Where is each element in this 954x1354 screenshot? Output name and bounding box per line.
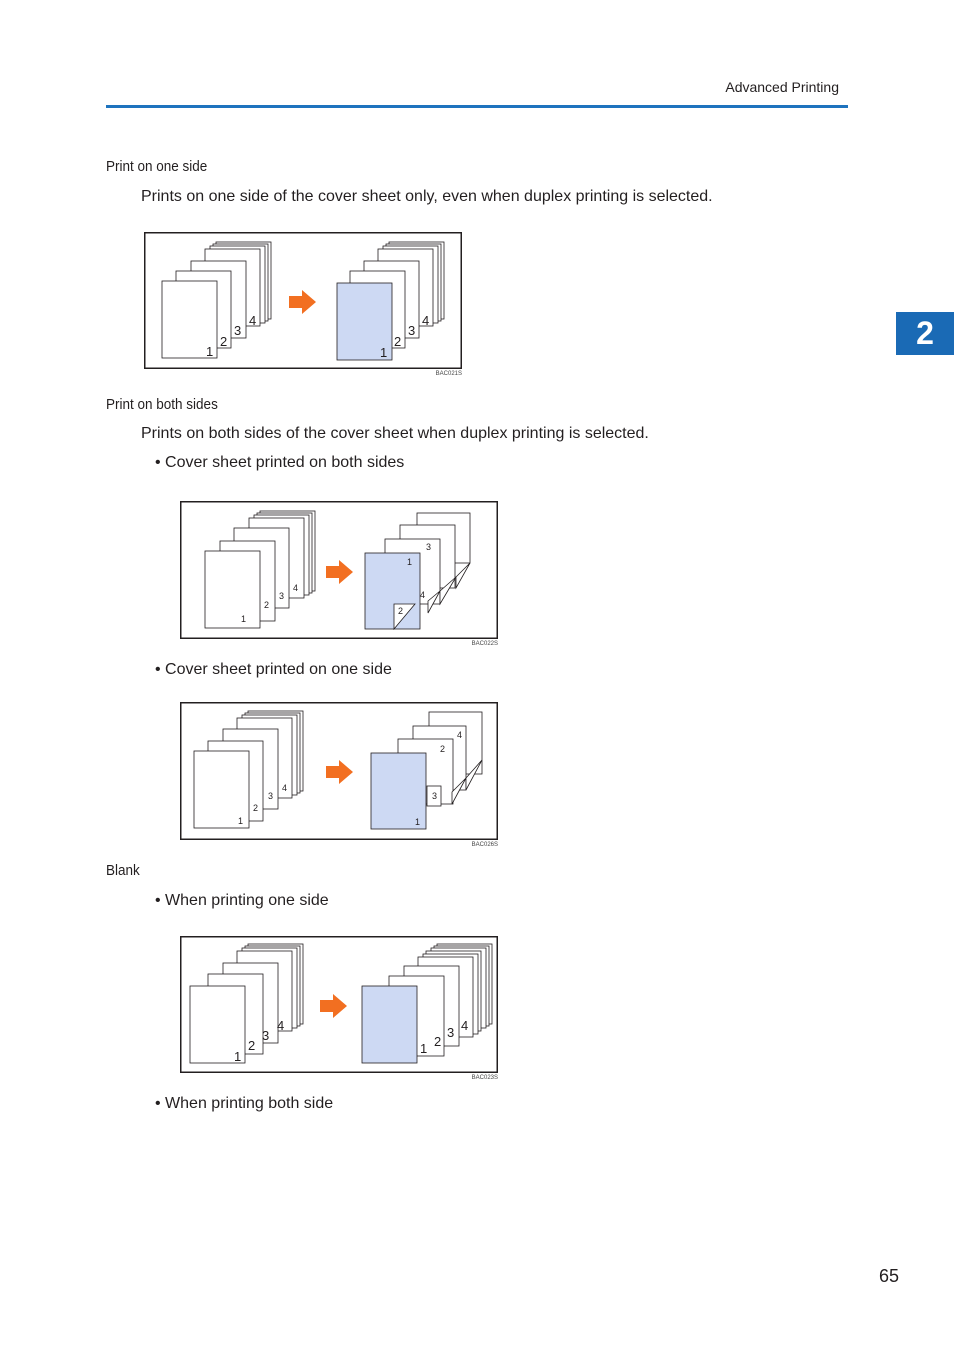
page-label: 2 (394, 334, 402, 349)
page-label: 2 (248, 1038, 256, 1053)
bullet-printing-both-side: • When printing both side (155, 1095, 334, 1112)
page-label: 3 (279, 591, 285, 601)
page-label: 4 (461, 1018, 469, 1033)
page-label: 3 (408, 323, 416, 338)
page-label: 4 (249, 313, 257, 328)
section-heading-both-sides: Print on both sides (106, 396, 218, 413)
page-label: 4 (277, 1018, 285, 1033)
figure-cover-one-side (180, 702, 498, 848)
bullet-cover-both-sides: • Cover sheet printed on both sides (155, 454, 405, 471)
page-label: 4 (293, 583, 299, 593)
page-label: 1 (380, 345, 388, 360)
page-label: 1 (415, 817, 421, 827)
chapter-tab[interactable]: 2 (896, 312, 954, 355)
page-label: 1 (407, 557, 413, 567)
page-label: 3 (268, 791, 274, 801)
page-label: 1 (206, 344, 214, 359)
page-label: 1 (241, 614, 247, 624)
figure-blank-one-side (180, 936, 498, 1081)
page-label: 4 (420, 590, 426, 600)
figure-code: BAC026S (471, 842, 498, 848)
header-title: Advanced Printing (725, 79, 839, 95)
bullet-printing-one-side: • When printing one side (155, 892, 329, 909)
figure-code: BAC023S (471, 1075, 498, 1081)
page-label: 4 (282, 783, 288, 793)
page-label: 1 (234, 1049, 242, 1064)
page-label: 2 (398, 606, 404, 616)
page-label: 3 (262, 1028, 270, 1043)
section-heading-one-side: Print on one side (106, 158, 208, 175)
header-rule (106, 105, 848, 108)
page-label: 4 (422, 313, 430, 328)
both-sides-description: Prints on both sides of the cover sheet when duplex printing is selected. (141, 425, 649, 442)
one-side-description: Prints on one side of the cover sheet only, even when duplex printing is selected. (141, 188, 713, 205)
page-label: 1 (420, 1041, 428, 1056)
page-label: 3 (432, 791, 438, 801)
figure-code: BAC022S (471, 641, 498, 647)
page-label: 2 (264, 600, 270, 610)
figure-cover-both-sides (180, 501, 498, 647)
page-label: 1 (238, 816, 244, 826)
page-label: 2 (220, 334, 228, 349)
page-number: 65 (879, 1266, 900, 1286)
page-label: 3 (426, 542, 432, 552)
page-label: 4 (457, 730, 463, 740)
page-label: 2 (440, 744, 446, 754)
figure-one-side (144, 232, 462, 377)
figure-code: BAC021S (435, 371, 462, 377)
page-label: 2 (434, 1034, 442, 1049)
page-label: 3 (447, 1025, 455, 1040)
section-heading-blank: Blank (106, 862, 140, 879)
page-label: 3 (234, 323, 242, 338)
page-label: 2 (253, 803, 259, 813)
bullet-cover-one-side: • Cover sheet printed on one side (155, 661, 392, 678)
